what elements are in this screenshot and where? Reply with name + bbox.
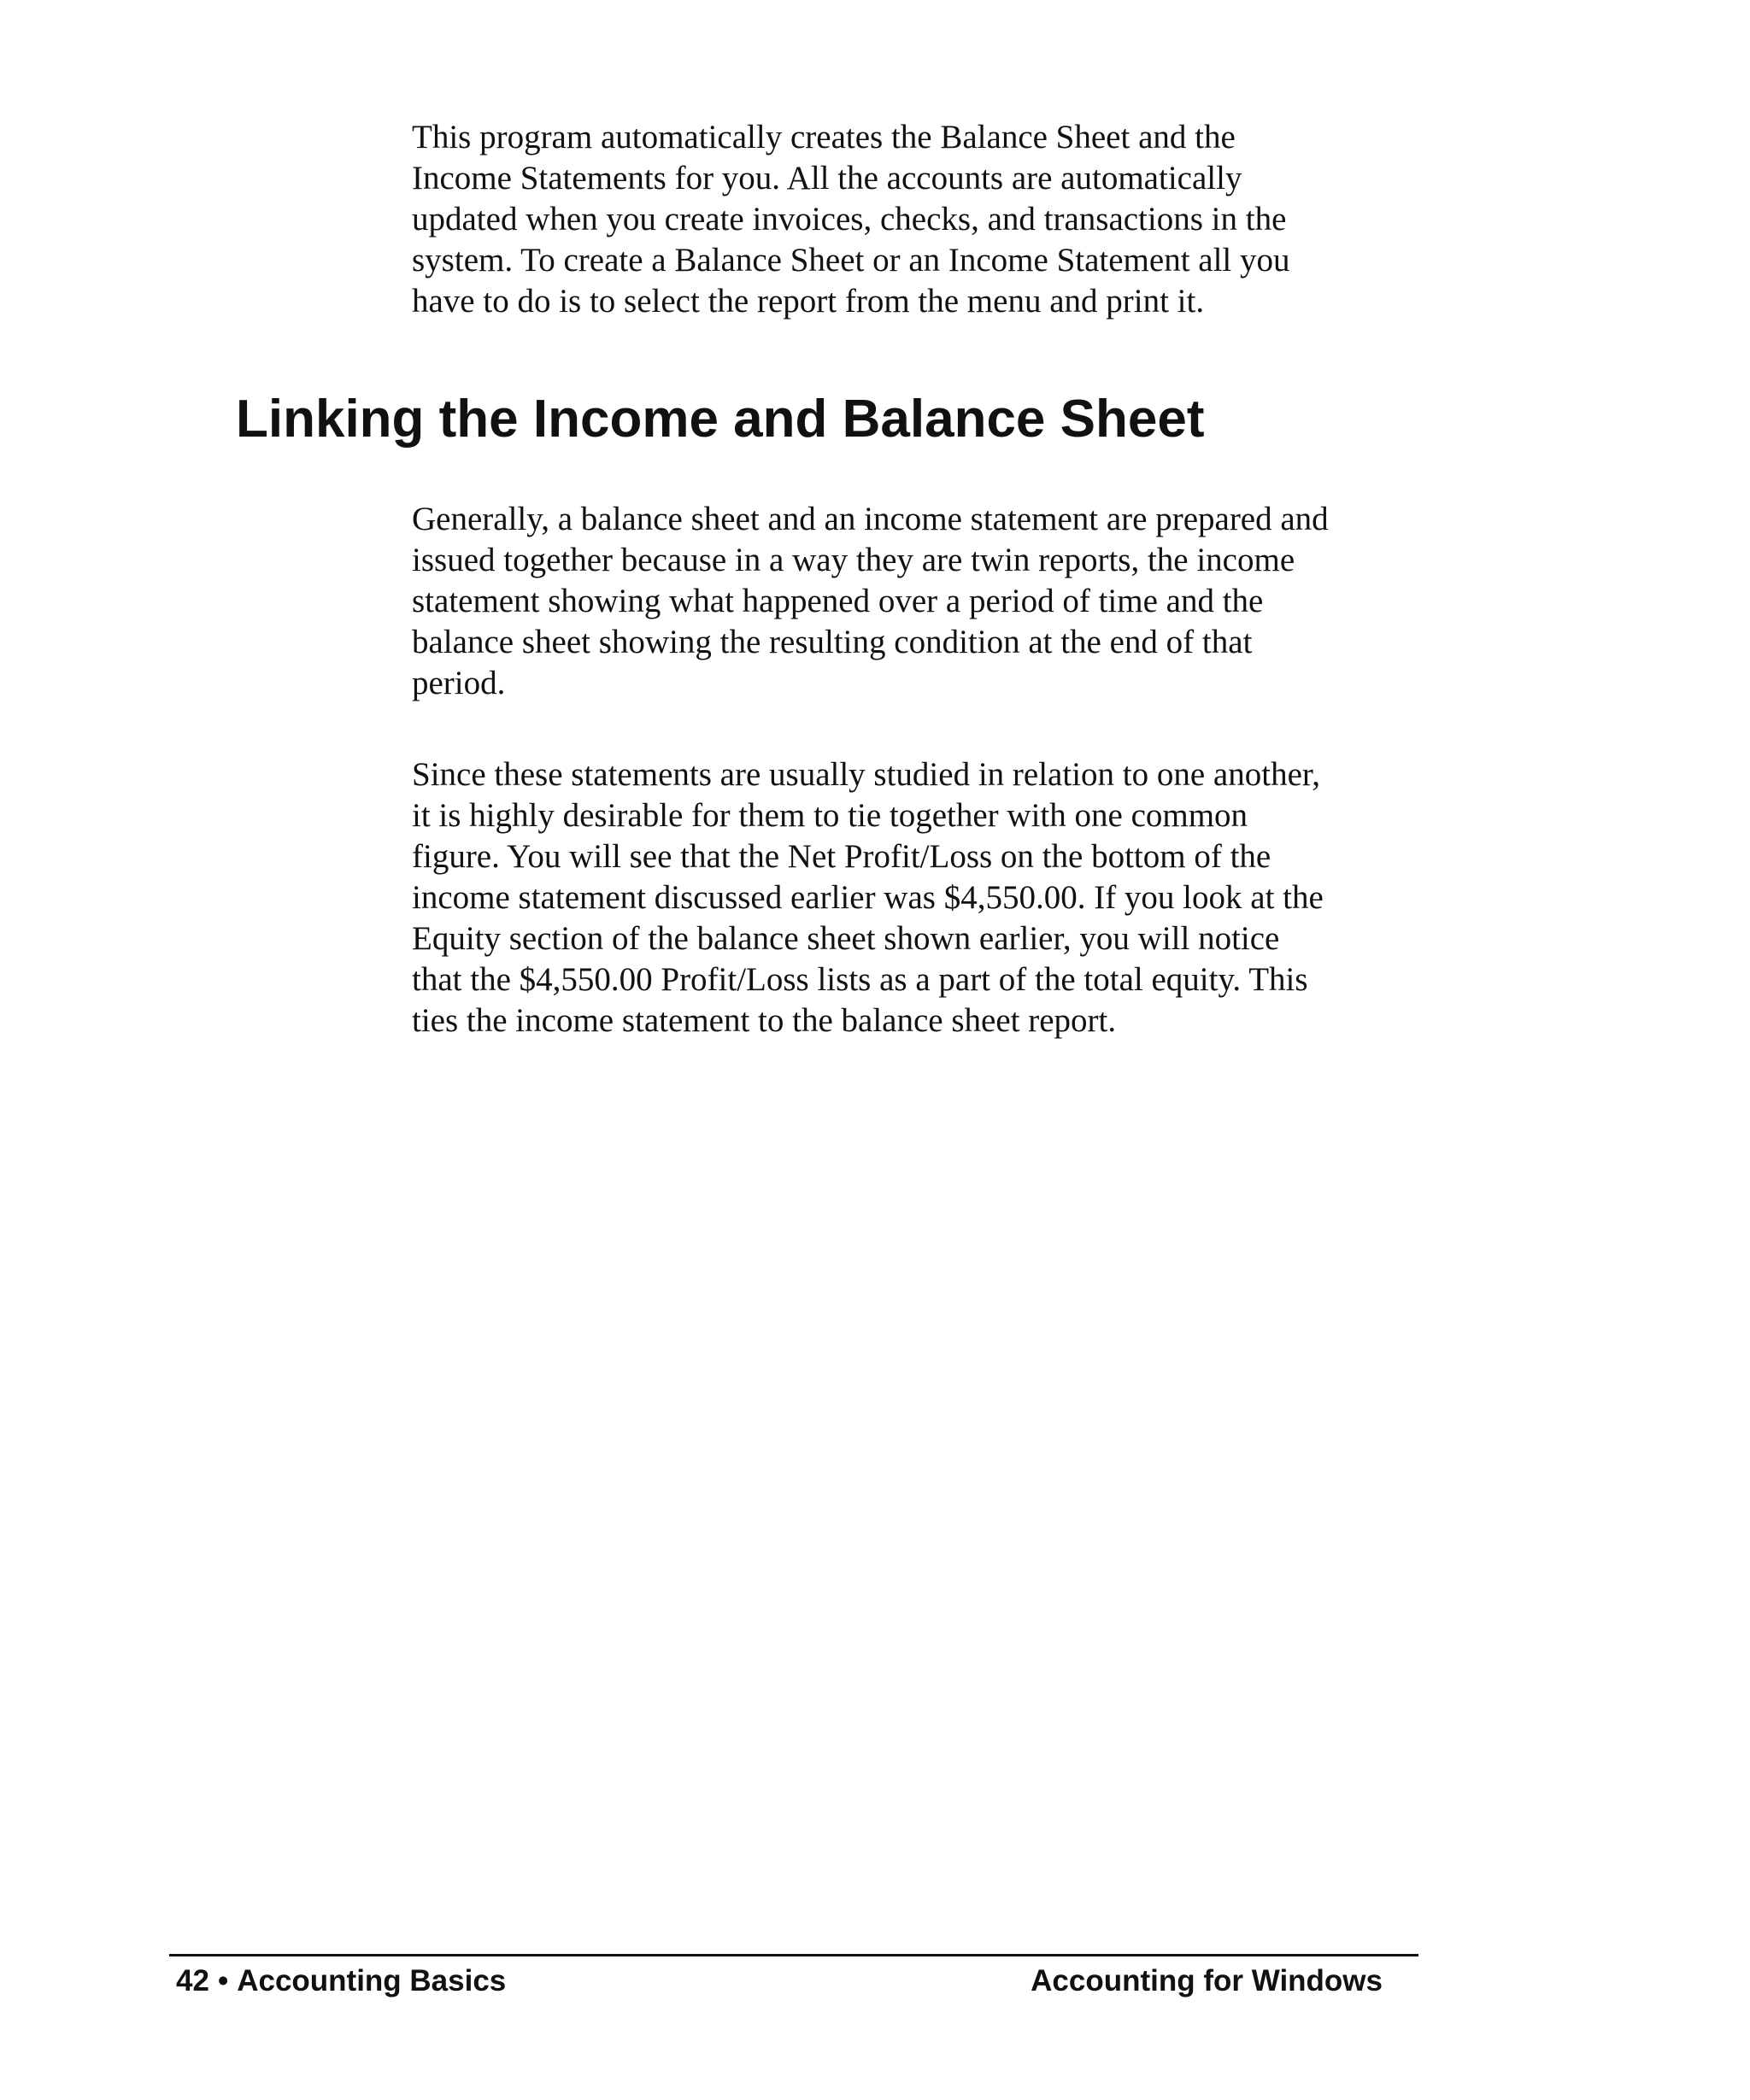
text-line: that the $4,550.00 Profit/Loss lists as a part of the total equity. This xyxy=(412,961,1308,998)
text-line: Income Statements for you. All the accounts are automatically xyxy=(412,160,1242,197)
section-heading: Linking the Income and Balance Sheet xyxy=(236,390,1205,449)
page-number: 42 xyxy=(176,1964,209,1997)
body-paragraph xyxy=(412,499,1437,704)
text-line: ties the income statement to the balance sheet report. xyxy=(412,1002,1117,1039)
text-line: have to do is to select the report from the menu and print it. xyxy=(412,283,1205,320)
intro-paragraph xyxy=(412,117,1437,322)
text-line: figure. You will see that the Net Profit/Loss on the bottom of the xyxy=(412,838,1271,875)
bullet-separator: • xyxy=(217,1964,229,1997)
footer-divider xyxy=(169,1954,1418,1956)
text-line: Generally, a balance sheet and an income statement are prepared and xyxy=(412,501,1329,537)
footer-left xyxy=(176,1962,506,2000)
text-line: Since these statements are usually studied in relation to one another, xyxy=(412,756,1321,793)
text-line: system. To create a Balance Sheet or an Income Statement all you xyxy=(412,242,1290,279)
text-line: period. xyxy=(412,665,506,701)
text-line: issued together because in a way they are twin reports, the income xyxy=(412,542,1295,578)
text-line: it is highly desirable for them to tie together with one common xyxy=(412,797,1248,834)
chapter-title: Accounting Basics xyxy=(237,1964,507,1997)
text-line: updated when you create invoices, checks, and transactions in the xyxy=(412,201,1287,238)
text-line: statement showing what happened over a period of time and the xyxy=(412,583,1264,619)
text-line: This program automatically creates the Balance Sheet and the xyxy=(412,119,1236,155)
text-line: balance sheet showing the resulting condition at the end of that xyxy=(412,624,1253,660)
book-title: Accounting for Windows xyxy=(1031,1964,1383,1997)
text-line: Equity section of the balance sheet shown earlier, you will notice xyxy=(412,920,1280,957)
text-line: income statement discussed earlier was $4,550.00. If you look at the xyxy=(412,879,1324,916)
body-paragraph xyxy=(412,754,1437,1041)
